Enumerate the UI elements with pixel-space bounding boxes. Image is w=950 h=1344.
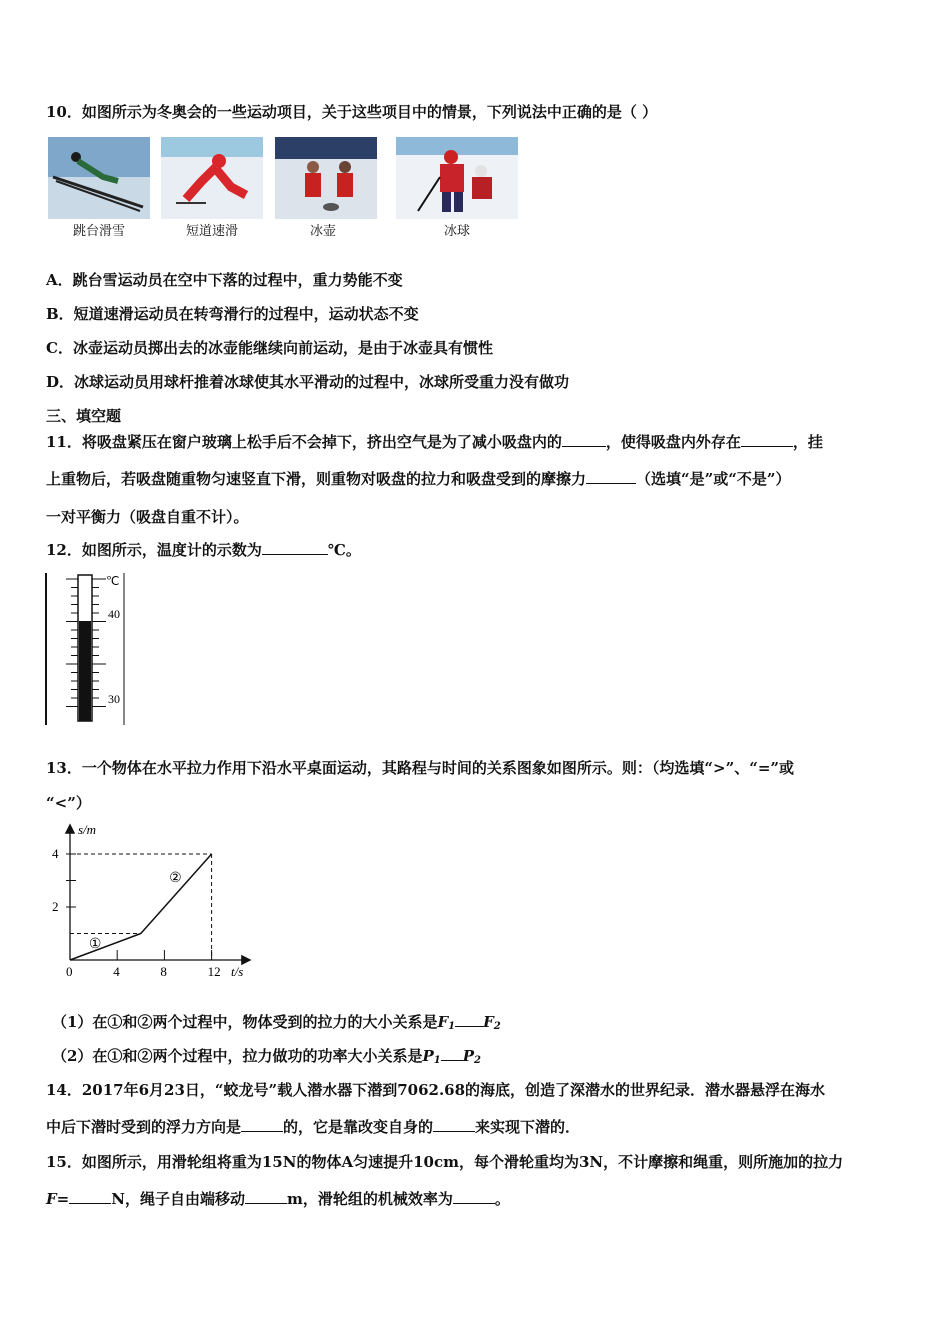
q11-text-a: 11．将吸盘紧压在窗户玻璃上松手后不会掉下，挤出空气是为了减小吸盘内的	[46, 433, 562, 451]
ski-jumping-photo	[48, 137, 150, 219]
chart-x-tick-label: 12	[207, 964, 221, 979]
q13-blank-2[interactable]	[441, 1046, 463, 1061]
q11-text-d: 上重物后，若吸盘随重物匀速竖直下滑，则重物对吸盘的拉力和吸盘受到的摩擦力	[46, 470, 587, 488]
speed-skating-photo	[161, 137, 263, 219]
q14-blank-1[interactable]	[241, 1117, 283, 1132]
chart-label-2: ②	[169, 870, 182, 886]
q14-text-a: 中后下潜时受到的浮力方向是	[46, 1118, 242, 1136]
chart-y-tick-label: 4	[52, 846, 59, 861]
chart-label-1: ①	[88, 937, 102, 953]
thermometer-unit-label: ℃	[106, 574, 120, 588]
caption-ski-jumping: 跳台滑雪	[72, 224, 125, 239]
chart-x-tick-label: 4	[113, 964, 120, 979]
q12-text: 12．如图所示，温度计的示数为	[46, 541, 262, 559]
q12-line	[46, 539, 916, 561]
q15-text-b: N，绳子自由端移动	[111, 1190, 245, 1208]
q15-line2	[46, 1188, 916, 1210]
distance-time-chart	[44, 820, 259, 986]
caption-ice-hockey: 冰球	[443, 224, 470, 239]
q13-sub1-F2: $F_2$	[483, 1013, 501, 1032]
thermometer-label-40: 40	[108, 607, 120, 621]
q15-F: F	[46, 1190, 57, 1208]
q11-line1	[46, 431, 916, 453]
q13-sub1	[52, 1011, 922, 1038]
q12-blank[interactable]	[262, 540, 328, 555]
thermometer-label-30: 30	[108, 692, 120, 706]
q15-text-d: 。	[494, 1190, 510, 1208]
thermometer-figure	[44, 571, 134, 727]
q12-unit: ℃。	[327, 541, 361, 559]
q11-blank-2[interactable]	[741, 432, 793, 447]
chart-series-1	[70, 934, 141, 961]
q10-stem: 10．如图所示为冬奥会的一些运动项目，关于这些项目中的情景，下列说法中正确的是（ ）	[46, 103, 658, 121]
q15-eq: =	[56, 1190, 70, 1208]
q15-text-c: m，滑轮组的机械效率为	[286, 1190, 453, 1208]
q13-sub2	[52, 1045, 922, 1072]
caption-speed-skating: 短道速滑	[185, 224, 238, 239]
q11-text-e: （选填“是”或“不是”）	[636, 470, 791, 488]
chart-y-tick-label: 2	[52, 899, 59, 914]
q11-line2	[46, 468, 916, 490]
q10-option-d: D．冰球运动员用球杆推着冰球使其水平滑动的过程中，冰球所受重力没有做功	[46, 373, 570, 391]
chart-ylabel: s/m	[78, 822, 97, 837]
chart-xlabel: t/s	[231, 964, 244, 979]
q15-blank-3[interactable]	[453, 1189, 495, 1204]
ice-hockey-photo	[396, 137, 518, 219]
q10-option-a: A．跳台雪运动员在空中下落的过程中，重力势能不变	[46, 271, 403, 289]
q10-option-c: C．冰壶运动员掷出去的冰壶能继续向前运动，是由于冰壶具有惯性	[46, 339, 493, 357]
q11-blank-3[interactable]	[586, 469, 636, 484]
q14-line1: 14．2017年6月23日，“蛟龙号”载人潜水器下潜到7062.68的海底，创造了深潜水的世界纪录．潜水器悬浮在海水	[46, 1081, 826, 1099]
section-heading: 三、填空题	[46, 407, 122, 425]
q15-line1: 15．如图所示，用滑轮组将重为15N的物体A匀速提升10cm，每个滑轮重均为3N，不计摩擦和绳重，则所施加的拉力	[46, 1153, 844, 1171]
q13-sub1-text: （1）在①和②两个过程中，物体受到的拉力的大小关系是	[52, 1013, 438, 1031]
chart-x-tick-label: 8	[160, 964, 167, 979]
q14-line2	[46, 1116, 916, 1138]
q13-sub1-F1: $F_1$	[437, 1013, 456, 1032]
q11-blank-1[interactable]	[562, 432, 606, 447]
q10-option-b: B．短道速滑运动员在转弯滑行的过程中，运动状态不变	[46, 305, 419, 323]
q14-blank-2[interactable]	[433, 1117, 475, 1132]
curling-photo	[275, 137, 377, 219]
chart-x-tick-label: 0	[66, 964, 73, 979]
q13-sub2-P1: $P_1$	[422, 1047, 441, 1066]
q11-text-c: ，挂	[792, 433, 823, 451]
q14-text-b: 的，它是靠改变自身的	[283, 1118, 434, 1136]
q15-blank-2[interactable]	[245, 1189, 287, 1204]
chart-series-2	[141, 854, 212, 934]
q14-text-c: 来实现下潜的．	[475, 1118, 581, 1136]
q11-line3: 一对平衡力（吸盘自重不计）。	[46, 508, 249, 526]
caption-curling: 冰壶	[309, 224, 336, 239]
q13-sub2-text: （2）在①和②两个过程中，拉力做功的功率大小关系是	[52, 1047, 423, 1065]
q13-blank-1[interactable]	[455, 1012, 483, 1027]
q13-line2: “<”）	[46, 794, 91, 812]
q13-sub2-P2: $P_2$	[462, 1047, 481, 1066]
q13-line1: 13．一个物体在水平拉力作用下沿水平桌面运动，其路程与时间的关系图象如图所示。则：（均选填“>”、“=”或	[46, 759, 795, 777]
thermometer-liquid	[79, 621, 91, 721]
q15-blank-1[interactable]	[69, 1189, 111, 1204]
q11-text-b: ，使得吸盘内外存在	[605, 433, 741, 451]
